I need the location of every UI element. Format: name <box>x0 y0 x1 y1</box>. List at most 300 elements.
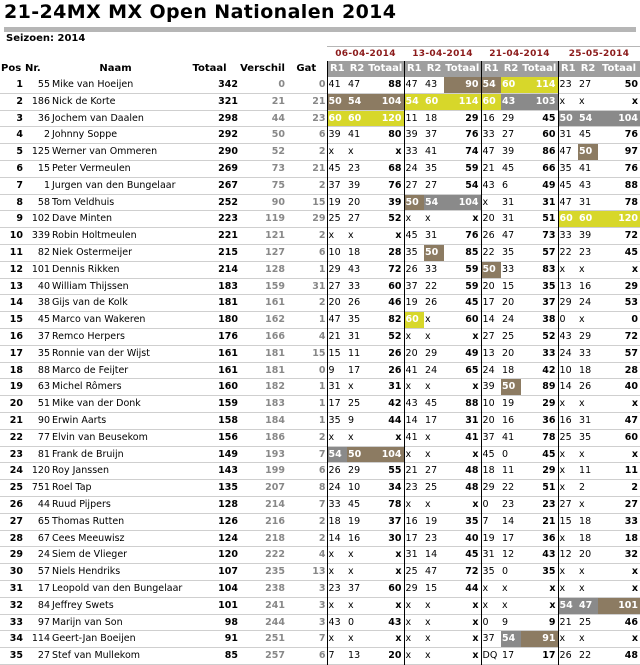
race-moto1-points: x <box>327 597 347 614</box>
table-row <box>0 312 640 329</box>
race-moto1-points: x <box>404 597 424 614</box>
race-moto2-points: 17 <box>502 532 515 544</box>
rider-total-points: 176 <box>218 330 238 342</box>
rider-points-gap: 0 <box>318 79 326 90</box>
table-row <box>0 110 640 127</box>
rider-points-difference: 21 <box>271 95 285 107</box>
race-moto2-points: x <box>425 498 431 510</box>
race-total-points: 51 <box>542 482 556 494</box>
race-total-points: x <box>631 582 639 594</box>
race-total-points: 9 <box>548 616 556 628</box>
race-moto2-points: 24 <box>425 364 438 376</box>
race-total-points: 31 <box>465 414 479 426</box>
race-moto1-points: x <box>404 328 424 345</box>
rider-total-points: 159 <box>218 398 238 410</box>
race-moto1-points: 47 <box>558 144 578 161</box>
race-moto2-points: x <box>579 498 585 510</box>
race-moto2-points: 37 <box>425 129 438 141</box>
race-moto2-points: 18 <box>579 532 592 544</box>
race-total-points: 37 <box>542 297 556 309</box>
race-moto2-points: x <box>425 314 431 326</box>
race-moto1-points: 26 <box>481 228 501 245</box>
rider-position: 3 <box>16 112 23 124</box>
rider-total-points: 183 <box>218 280 238 292</box>
rider-position: 7 <box>16 179 23 191</box>
race-moto2-points: x <box>348 381 354 393</box>
race-moto2-points: 27 <box>425 465 438 477</box>
race-total-points: x <box>472 448 479 460</box>
race-moto1-points: 27 <box>404 177 424 194</box>
col-header-pos: Pos <box>1 63 22 74</box>
rider-number: 58 <box>37 196 50 208</box>
race-total-points: 46 <box>388 297 402 309</box>
rider-position: 9 <box>16 213 23 225</box>
race-moto1-points: 14 <box>481 312 501 329</box>
col-header-verschil: Verschil <box>240 63 285 74</box>
race-moto2-points: x <box>579 566 585 578</box>
rider-total-points: 128 <box>218 498 238 510</box>
rider-total-points: 214 <box>218 263 238 275</box>
page-title: 21-24MX MX Open Nationalen 2014 <box>4 1 397 23</box>
rider-points-gap: 2 <box>318 532 326 544</box>
table-row <box>0 631 640 648</box>
race-moto2-points: 31 <box>579 414 592 426</box>
rider-total-points: 98 <box>224 616 238 628</box>
race-moto1-points: x <box>327 547 347 564</box>
race-total-points: 88 <box>624 179 639 191</box>
race-moto2-points: 41 <box>502 431 515 443</box>
race-moto2-points: 13 <box>348 650 361 662</box>
race-moto2-points: 50 <box>347 446 367 463</box>
race-moto1-points: 54 <box>558 597 578 614</box>
rider-total-points: 101 <box>218 599 238 611</box>
race-moto2-points: 17 <box>502 650 515 662</box>
rider-name: Nick de Korte <box>52 95 116 107</box>
race-moto2-points: 15 <box>425 582 438 594</box>
race-moto1-points: 14 <box>558 379 578 396</box>
race-total-points: 72 <box>388 263 402 275</box>
race-moto2-points: 18 <box>579 364 592 376</box>
race-moto2-points: 47 <box>425 566 438 578</box>
race-moto1-points: 41 <box>404 429 424 446</box>
race-total-points: 49 <box>542 179 556 191</box>
race-moto1-points: 31 <box>481 547 501 564</box>
race-moto2-points: 9 <box>502 616 509 628</box>
race-moto2-points: 54 <box>424 194 444 211</box>
race-moto1-points: 41 <box>404 362 424 379</box>
rider-points-difference: 199 <box>265 465 285 477</box>
race-total-points: 52 <box>388 330 402 342</box>
race-total-points: 78 <box>624 196 639 208</box>
race-total-points: 41 <box>465 431 479 443</box>
race-moto2-points: 33 <box>425 263 438 275</box>
race-moto1-points: 0 <box>481 614 501 631</box>
rider-points-gap: 15 <box>312 347 326 359</box>
race-moto1-points: 43 <box>558 328 578 345</box>
table-row <box>0 228 640 245</box>
race-moto2-points: 2 <box>579 482 586 494</box>
race-moto2-points: x <box>579 263 585 275</box>
race-total-points: 0 <box>631 314 639 326</box>
race-moto1-points: 47 <box>558 194 578 211</box>
rider-number: 97 <box>37 616 50 628</box>
race-moto1-points: 16 <box>481 110 501 127</box>
race-moto1-points: x <box>327 144 347 161</box>
race-total-points: 45 <box>624 246 639 258</box>
rider-points-difference: 214 <box>265 498 285 510</box>
race-total-points: 60 <box>542 129 556 141</box>
race-moto2-points: x <box>579 582 585 594</box>
race-moto1-points: 24 <box>558 345 578 362</box>
rider-name: Siem de Vlieger <box>52 549 128 561</box>
race-total-points: x <box>472 381 479 393</box>
race-moto2-points: 0 <box>348 616 355 628</box>
race-total-points: 55 <box>388 465 402 477</box>
race-moto2-points: 19 <box>425 515 438 527</box>
rider-total-points: 124 <box>218 532 238 544</box>
race-moto2-points: 18 <box>579 515 592 527</box>
race-total-points: 48 <box>465 465 479 477</box>
rider-points-gap: 2 <box>318 230 326 242</box>
race-moto2-points: 35 <box>502 246 515 258</box>
race-moto1-points: 27 <box>327 278 347 295</box>
rider-position: 29 <box>9 549 23 561</box>
race-moto1-points: 23 <box>404 480 424 497</box>
rider-name: Marco van Wakeren <box>52 314 146 326</box>
table-row <box>0 278 640 295</box>
race-moto2-points: x <box>425 633 431 645</box>
rider-points-difference: 193 <box>265 448 285 460</box>
race-moto1-points: 47 <box>404 77 424 93</box>
race-moto2-points: 47 <box>348 79 361 90</box>
race-moto1-points: x <box>558 93 578 110</box>
race-total-points: 32 <box>624 549 639 561</box>
race-moto2-points: 11 <box>579 465 592 477</box>
table-row <box>0 160 640 177</box>
rider-position: 11 <box>9 246 23 258</box>
table-row <box>0 177 640 194</box>
race-moto1-points: 22 <box>481 244 501 261</box>
rider-points-gap: 1 <box>318 381 326 393</box>
race-total-points: 88 <box>465 398 479 410</box>
race-moto2-points: x <box>579 95 585 107</box>
rider-total-points: 91 <box>224 633 238 645</box>
table-row <box>0 429 640 446</box>
rider-points-gap: 15 <box>312 196 326 208</box>
race-total-points: 78 <box>542 431 556 443</box>
table-row <box>0 328 640 345</box>
race-moto2-points: 26 <box>348 297 361 309</box>
race-total-points: 40 <box>465 532 479 544</box>
race-moto2-points: 35 <box>425 162 438 174</box>
col-header-r1: R1 <box>558 61 578 77</box>
rider-number: 102 <box>31 213 50 225</box>
rider-points-gap: 21 <box>312 162 326 174</box>
rider-points-gap: 31 <box>312 280 326 292</box>
rider-points-gap: 1 <box>318 263 326 275</box>
rider-points-gap: 7 <box>318 633 326 645</box>
table-row <box>0 244 640 261</box>
rider-points-difference: 121 <box>265 230 285 242</box>
rider-name: Stef van Mullekom <box>52 650 141 662</box>
race-moto1-points: 31 <box>558 127 578 144</box>
race-moto2-points: 39 <box>579 230 592 242</box>
rider-points-gap: 3 <box>318 582 326 594</box>
race-moto1-points: 18 <box>327 513 347 530</box>
race-moto1-points: 54 <box>327 446 347 463</box>
race-total-points: 97 <box>624 146 639 158</box>
col-header-r1: R1 <box>404 61 424 77</box>
race-moto2-points: x <box>579 398 585 410</box>
rider-number: 51 <box>37 398 50 410</box>
race-moto2-points: 20 <box>502 297 515 309</box>
rider-points-gap: 23 <box>312 112 326 124</box>
race-total-points: 54 <box>465 179 479 191</box>
standings-body <box>0 77 640 664</box>
rider-number: 17 <box>37 582 50 594</box>
race-total-points: 44 <box>465 582 479 594</box>
rider-number: 1 <box>43 179 50 191</box>
race-moto1-points: 39 <box>404 127 424 144</box>
rider-number: 120 <box>31 465 50 477</box>
race-total-points: 31 <box>388 381 402 393</box>
race-moto1-points: 33 <box>481 127 501 144</box>
race-total-points: 45 <box>465 549 479 561</box>
race-moto2-points: 41 <box>579 162 592 174</box>
race-moto1-points: 43 <box>481 177 501 194</box>
race-moto2-points: 33 <box>579 347 592 359</box>
race-moto1-points: 37 <box>481 631 501 648</box>
col-header-race-totaal: Totaal <box>444 61 481 77</box>
rider-position: 32 <box>9 599 23 611</box>
rider-position: 10 <box>9 230 23 242</box>
race-moto1-points: 33 <box>558 228 578 245</box>
race-moto1-points: 21 <box>404 463 424 480</box>
race-moto2-points: 50 <box>501 379 521 396</box>
race-moto1-points: 21 <box>327 328 347 345</box>
race-moto1-points: x <box>481 597 501 614</box>
race-moto1-points: 60 <box>481 93 501 110</box>
rider-number: 65 <box>37 515 50 527</box>
rider-position: 25 <box>9 482 23 494</box>
rider-name: Geert-Jan Boeijen <box>52 633 136 645</box>
rider-total-points: 107 <box>218 566 238 578</box>
race-moto1-points: x <box>404 211 424 228</box>
rider-points-gap: 3 <box>318 616 326 628</box>
rider-name: Tom Veldhuis <box>52 196 115 208</box>
rider-total-points: 221 <box>218 230 238 242</box>
table-row <box>0 530 640 547</box>
race-moto2-points: x <box>425 650 431 662</box>
table-row <box>0 211 640 228</box>
race-total-points: 30 <box>388 532 402 544</box>
race-moto2-points: 27 <box>502 129 515 141</box>
rider-points-gap: 2 <box>318 431 326 443</box>
race-total-points: 89 <box>542 381 556 393</box>
race-moto1-points: 47 <box>327 312 347 329</box>
race-moto1-points: x <box>558 530 578 547</box>
race-moto2-points: 27 <box>579 79 592 90</box>
race-moto2-points: 29 <box>502 112 515 124</box>
rider-name: Erwin Aarts <box>52 414 107 426</box>
rider-points-gap: 1 <box>318 398 326 410</box>
race-moto1-points: DQ <box>481 648 501 665</box>
race-moto2-points: 33 <box>502 263 515 275</box>
race-moto1-points: 50 <box>404 194 424 211</box>
race-moto2-points: 31 <box>579 196 592 208</box>
table-row <box>0 496 640 513</box>
rider-points-gap: 4 <box>318 330 326 342</box>
rider-name: Niek Ostermeijer <box>52 246 132 258</box>
rider-name: Roel Tap <box>52 482 92 494</box>
race-total-points: 43 <box>388 616 402 628</box>
race-moto1-points: x <box>404 631 424 648</box>
col-header-gat: Gat <box>296 63 317 74</box>
rider-points-gap: 2 <box>318 297 326 309</box>
race-moto1-points: x <box>481 194 501 211</box>
race-date-4: 25-05-2014 <box>558 47 640 62</box>
race-total-points: 91 <box>521 631 558 648</box>
race-moto2-points: x <box>579 448 585 460</box>
race-moto2-points: 47 <box>502 230 515 242</box>
race-moto2-points: 25 <box>348 398 361 410</box>
race-total-points: 76 <box>624 129 639 141</box>
rider-name: Remco Herpers <box>52 330 125 342</box>
race-moto1-points: x <box>481 580 501 597</box>
race-moto1-points: 19 <box>481 530 501 547</box>
race-total-points: 18 <box>624 532 639 544</box>
rider-points-gap: 3 <box>318 599 326 611</box>
race-total-points: 52 <box>542 330 556 342</box>
race-total-points: 44 <box>388 414 402 426</box>
race-moto1-points: 19 <box>327 194 347 211</box>
rider-points-difference: 244 <box>265 616 285 628</box>
race-moto2-points: 22 <box>425 280 438 292</box>
rider-name: Dave Minten <box>52 213 113 225</box>
rider-position: 16 <box>9 330 23 342</box>
race-total-points: 31 <box>542 196 556 208</box>
rider-total-points: 85 <box>224 650 238 662</box>
rider-points-difference: 0 <box>278 79 285 90</box>
table-row <box>0 396 640 413</box>
rider-number: 186 <box>31 95 50 107</box>
rider-points-difference: 235 <box>265 566 285 578</box>
standings-table <box>0 46 640 665</box>
rider-name: Ronnie van der Wijst <box>52 347 150 359</box>
race-moto1-points: 0 <box>558 312 578 329</box>
race-date-2: 13-04-2014 <box>404 47 481 62</box>
rider-position: 12 <box>9 263 23 275</box>
rider-total-points: 160 <box>218 381 238 393</box>
race-total-points: 101 <box>598 597 640 614</box>
race-moto2-points: x <box>579 633 585 645</box>
table-row <box>0 564 640 581</box>
race-moto2-points: 24 <box>502 314 515 326</box>
rider-total-points: 292 <box>218 129 238 141</box>
race-moto2-points: 45 <box>425 398 438 410</box>
race-moto1-points: 11 <box>404 110 424 127</box>
race-total-points: 86 <box>542 146 556 158</box>
race-moto1-points: x <box>404 446 424 463</box>
race-moto2-points: 54 <box>578 110 598 127</box>
race-total-points: 120 <box>598 211 640 228</box>
race-total-points: 29 <box>624 280 639 292</box>
race-moto1-points: x <box>558 564 578 581</box>
rider-points-difference: 184 <box>265 414 285 426</box>
race-total-points: 72 <box>624 230 639 242</box>
race-moto2-points: 60 <box>424 93 444 110</box>
race-moto2-points: 18 <box>348 246 361 258</box>
rider-position: 33 <box>9 616 23 628</box>
race-total-points: x <box>472 650 479 662</box>
race-moto2-points: 29 <box>579 330 592 342</box>
rider-points-difference: 257 <box>265 650 285 662</box>
race-moto2-points: 15 <box>502 280 515 292</box>
rider-position: 27 <box>9 515 23 527</box>
table-row <box>0 614 640 631</box>
rider-total-points: 156 <box>218 431 238 443</box>
race-total-points: 90 <box>444 77 481 93</box>
race-moto1-points: 13 <box>481 345 501 362</box>
race-moto1-points: 10 <box>327 244 347 261</box>
race-moto2-points: x <box>348 549 354 561</box>
race-moto2-points: 60 <box>578 211 598 228</box>
rider-total-points: 298 <box>218 112 238 124</box>
rider-name: Frank de Bruijn <box>52 448 124 460</box>
race-total-points: x <box>395 549 402 561</box>
table-row <box>0 362 640 379</box>
race-moto2-points: 16 <box>579 280 592 292</box>
race-total-points: 114 <box>521 77 558 93</box>
race-total-points: 35 <box>465 515 479 527</box>
race-moto2-points: x <box>348 230 354 242</box>
race-moto1-points: 15 <box>558 513 578 530</box>
race-moto2-points: 43 <box>501 93 521 110</box>
race-moto2-points: 17 <box>425 414 438 426</box>
rider-number: 125 <box>31 146 50 158</box>
race-moto1-points: 45 <box>558 177 578 194</box>
rider-position: 34 <box>9 633 23 645</box>
race-total-points: 29 <box>465 112 479 124</box>
race-moto2-points: 19 <box>502 398 515 410</box>
rider-position: 18 <box>9 364 23 376</box>
rider-total-points: 120 <box>218 549 238 561</box>
rider-points-gap: 0 <box>318 364 326 376</box>
race-total-points: 36 <box>542 414 556 426</box>
rider-number: 55 <box>37 79 50 90</box>
col-header-r2: R2 <box>578 61 598 77</box>
race-moto1-points: 60 <box>404 312 424 329</box>
race-moto2-points: 22 <box>579 650 592 662</box>
race-total-points: 40 <box>624 381 639 393</box>
race-moto1-points: 39 <box>327 127 347 144</box>
table-row <box>0 77 640 93</box>
race-moto2-points: 16 <box>348 532 361 544</box>
rider-position: 13 <box>9 280 23 292</box>
rider-name: Jurgen van den Bungelaar <box>52 179 176 191</box>
rider-total-points: 161 <box>218 347 238 359</box>
race-moto2-points: 50 <box>578 144 598 161</box>
race-moto1-points: 10 <box>558 362 578 379</box>
race-moto2-points: 54 <box>501 631 521 648</box>
rider-points-difference: 161 <box>265 297 285 309</box>
race-moto2-points: 10 <box>348 482 361 494</box>
rider-name: Jeffrey Swets <box>52 599 114 611</box>
rider-total-points: 158 <box>218 414 238 426</box>
race-total-points: 76 <box>465 129 479 141</box>
race-total-points: 50 <box>624 79 639 90</box>
race-total-points: x <box>631 95 639 107</box>
